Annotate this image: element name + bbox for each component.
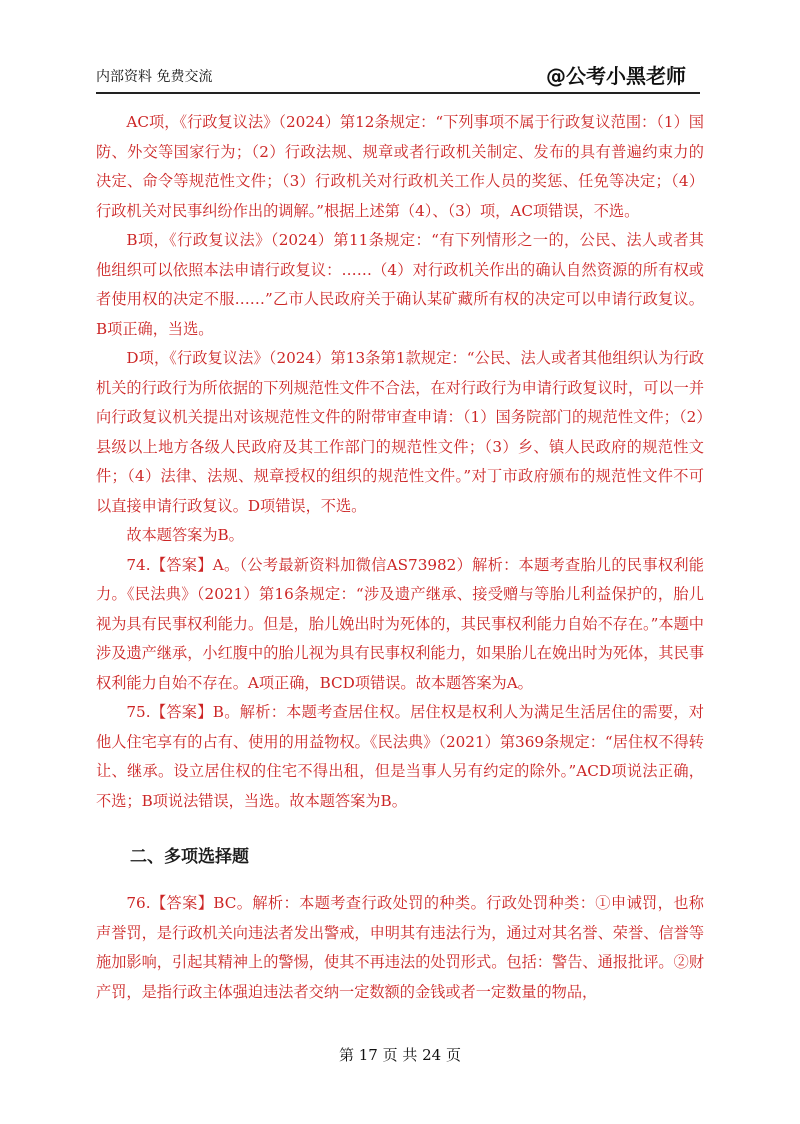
page-footer: 第 17 页 共 24 页	[338, 1046, 461, 1064]
paragraph-answer-summary: 故本题答案为B。	[126, 526, 244, 544]
section-title-multiple-choice: 二、多项选择题	[130, 847, 249, 867]
page-content	[96, 108, 704, 1007]
header-author-watermark: @公考小黑老师	[546, 64, 686, 88]
header-left-label: 内部资料 免费交流	[96, 69, 213, 85]
paragraph-d-option: D项，《行政复议法》（2024）第13条第1款规定：“公民、法人或者其他组织认为行政机关的行政行为所依据的下列规范性文件不合法，在对行政行为申请行政复议时，可以一并向行政复议机关提出对该规范性文件的附带审查申请：（1）国务院部门的规范性文件；（2）县级以上地方各级人民政府及其工作部门的规范性文件；（3）乡、镇人民政府的规范性文件；（4）法律、法规、规章授权的组织的规范性文件。”对丁市政府颁布的规范性文件不可以直接申请行政复议。D项错误，不选。	[96, 349, 704, 515]
paragraph-question-74: 74.【答案】A。（公考最新资料加微信AS73982）解析：本题考查胎儿的民事权利能力。《民法典》（2021）第16条规定：“涉及遗产继承、接受赠与等胎儿利益保护的，胎儿视为具有民事权利能力。但是，胎儿娩出时为死体的，其民事权利能力自始不存在。”本题中涉及遗产继承，小红腹中的胎儿视为具有民事权利能力，如果胎儿在娩出时为死体，其民事权利能力自始不存在。A项正确，BCD项错误。故本题答案为A。	[96, 555, 704, 692]
paragraph-question-75: 75.【答案】B。解析：本题考查居住权。居住权是权利人为满足生活居住的需要，对他人住宅享有的占有、使用的用益物权。《民法典》（2021）第369条规定：“居住权不得转让、继承。设立居住权的住宅不得出租，但是当事人另有约定的除外。”ACD项说法正确，不选；B项说法错误，当选。故本题答案为B。	[96, 703, 704, 810]
paragraph-b-option: B项，《行政复议法》（2024）第11条规定：“有下列情形之一的，公民、法人或者其他组织可以依照本法申请行政复议：……（4）对行政机关作出的确认自然资源的所有权或者使用权的决定不服……”乙市人民政府关于确认某矿藏所有权的决定可以申请行政复议。B项正确，当选。	[96, 231, 704, 338]
paragraph-question-76: 76.【答案】BC。解析：本题考查行政处罚的种类。行政处罚种类：①申诫罚，也称声誉罚，是行政机关向违法者发出警戒，申明其有违法行为，通过对其名誉、荣誉、信誉等施加影响，引起其精神上的警惕，使其不再违法的处罚形式。包括：警告、通报批评。②财产罚，是指行政主体强迫违法者交纳一定数额的金钱或者一定数量的物品，	[96, 894, 704, 1001]
header-divider	[96, 92, 700, 94]
page-header	[96, 62, 700, 90]
paragraph-ac-option: AC项，《行政复议法》（2024）第12条规定：“下列事项不属于行政复议范围：（1）国防、外交等国家行为；（2）行政法规、规章或者行政机关制定、发布的具有普遍约束力的决定、命令等规范性文件；（3）行政机关对行政机关工作人员的奖惩、任免等决定；（4）行政机关对民事纠纷作出的调解。”根据上述第（4）、（3）项，AC项错误，不选。	[96, 113, 704, 220]
